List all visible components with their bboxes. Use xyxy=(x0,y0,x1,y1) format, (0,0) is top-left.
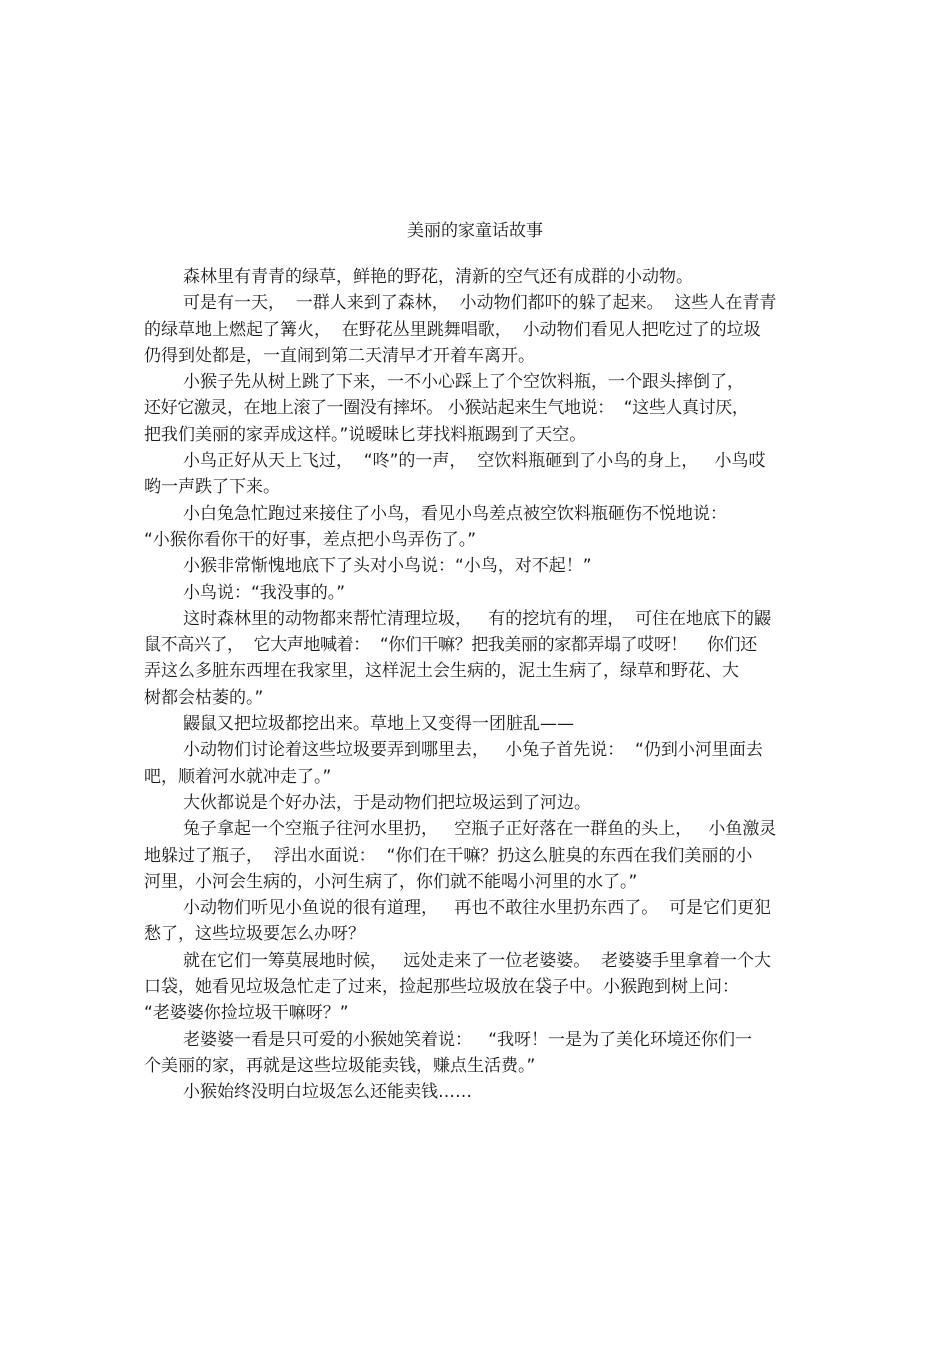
text-line: 地躲过了瓶子， 浮出水面说： “你们在干嘛？扔这么脏臭的东西在我们美丽的小 xyxy=(144,845,753,866)
text-line: 鼠不高兴了， 它大声地喊着： “你们干嘛？把我美丽的家都弄塌了哎呀！ 你们还 xyxy=(144,635,757,656)
text-line: 树都会枯萎的。” xyxy=(144,687,264,708)
text-line: 兔子拿起一个空瓶子往河水里扔， 空瓶子正好落在一群鱼的头上， 小鱼激灵 xyxy=(183,819,777,840)
page-title: 美丽的家童话故事 xyxy=(407,221,543,241)
text-line: 弄这么多脏东西埋在我家里，这样泥土会生病的，泥土生病了，绿草和野花、大 xyxy=(144,661,739,682)
text-line: 可是有一天， 一群人来到了森林， 小动物们都吓的躲了起来。 这些人在青青 xyxy=(183,293,777,314)
text-line: 仍得到处都是，一直闹到第二天清早才开着车离开。 xyxy=(144,345,535,366)
text-line: “小猴你看你干的好事，差点把小鸟弄伤了。” xyxy=(144,529,477,550)
text-line: 小鸟正好从天上飞过， “咚”的一声， 空饮料瓶砸到了小鸟的身上， 小鸟哎 xyxy=(183,451,766,472)
text-line: 口袋，她看见垃圾急忙走了过来，捡起那些垃圾放在袋子中。小猴跑到树上问： xyxy=(144,977,739,998)
text-line: 大伙都说是个好办法，于是动物们把垃圾运到了河边。 xyxy=(183,792,591,813)
text-line: 鼹鼠又把垃圾都挖出来。草地上又变得一团脏乱—— xyxy=(183,714,574,735)
text-line: 森林里有青青的绿草，鲜艳的野花，清新的空气还有成群的小动物。 xyxy=(183,267,693,287)
text-line: 愁了，这些垃圾要怎么办呀？ xyxy=(144,924,365,945)
text-line: 小猴始终没明白垃圾怎么还能卖钱…… xyxy=(183,1082,472,1103)
text-line: 老婆婆一看是只可爱的小猴她笑着说： “我呀！一是为了美化环境还你们一 xyxy=(183,1029,753,1050)
text-line: 把我们美丽的家弄成这样。”说暧昧匕芽找料瓶踢到了天空。 xyxy=(144,424,587,445)
text-line: 小猴子先从树上跳了下来，一不小心踩上了个空饮料瓶，一个跟头摔倒了， xyxy=(183,372,744,393)
text-line: 小猴非常惭愧地底下了头对小鸟说：“小鸟，对不起！” xyxy=(183,556,592,577)
text-line: 这时森林里的动物都来帮忙清理垃圾， 有的挖坑有的埋， 可住在地底下的鼹 xyxy=(183,608,772,629)
text-line: 就在它们一筹莫展地时候， 远处走来了一位老婆婆。 老婆婆手里拿着一个大 xyxy=(183,950,772,971)
text-line: 小白兔急忙跑过来接住了小鸟，看见小鸟差点被空饮料瓶砸伤不悦地说： xyxy=(183,503,727,524)
text-line: 哟一声跌了下来。 xyxy=(144,477,280,498)
text-line: 吧，顺着河水就冲走了。” xyxy=(144,766,332,787)
text-line: 小动物们讨论着这些垃圾要弄到哪里去， 小兔子首先说： “仍到小河里面去 xyxy=(183,740,763,761)
text-line: 河里，小河会生病的，小河生病了，你们就不能喝小河里的水了。” xyxy=(144,871,638,892)
story-body xyxy=(144,264,808,1106)
text-line: 个美丽的家，再就是这些垃圾能卖钱，赚点生活费。” xyxy=(144,1055,536,1076)
text-line: 还好它激灵，在地上滚了一圈没有摔坏。 小猴站起来生气地说： “这些人真讨厌， xyxy=(144,398,749,419)
text-line: 的绿草地上燃起了篝火， 在野花丛里跳舞唱歌， 小动物们看见人把吃过了的垃圾 xyxy=(144,319,761,340)
text-line: 小动物们听见小鱼说的很有道理， 再也不敢往水里扔东西了。 可是它们更犯 xyxy=(183,898,772,919)
text-line: 小鸟说：“我没事的。” xyxy=(183,582,346,603)
text-line: “老婆婆你捡垃圾干嘛呀？” xyxy=(144,1003,349,1024)
